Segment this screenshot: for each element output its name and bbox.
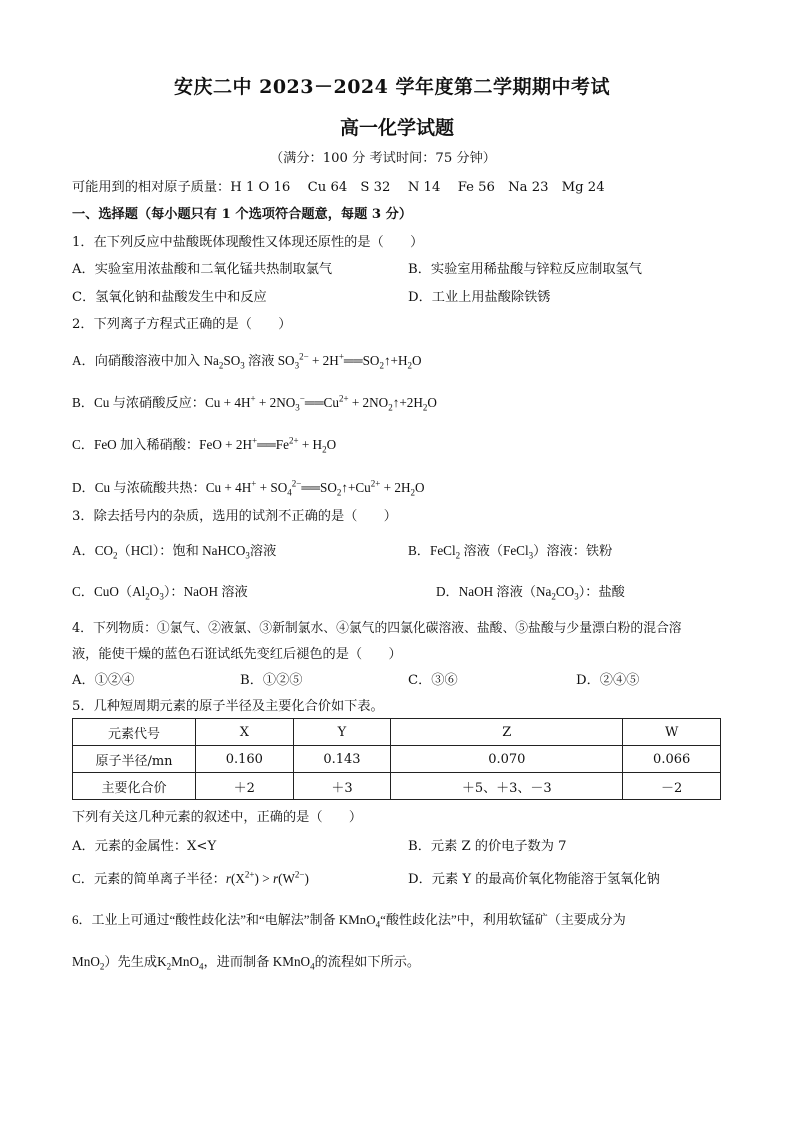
table-header-cell: Y	[293, 719, 391, 746]
q2-option-c-label: C．FeO 加入稀硝酸：	[72, 437, 200, 452]
atomic-masses: 可能用到的相对原子质量：H 1 O 16 Cu 64 S 32 N 14 Fe 56 Na 23 Mg 24	[72, 180, 605, 195]
q1-stem: 1．在下列反应中盐酸既体现酸性又体现还原性的是（ ）	[72, 235, 424, 250]
table-cell: ＋5、＋3、－3	[391, 773, 623, 800]
q4-line1: 4．下列物质：①氯气、②液氯、③新制氯水、④氯气的四氯化碳溶液、盐酸、⑤盐酸与少量漂白粉的混合溶	[72, 621, 682, 636]
q3-option-b-tail: 溶液：铁粉	[546, 543, 613, 558]
q6-line1-b: “酸性歧化法”中，利用软锰矿（主要成分为	[380, 912, 626, 927]
q6-line2-e: 的流程如下所示。	[314, 954, 421, 969]
q5-option-c-label: C．元素的简单离子半径：	[72, 871, 226, 886]
q6-line2-a: MnO	[72, 954, 100, 969]
table-cell: ＋3	[293, 773, 391, 800]
table-cell: 原子半径/mn	[73, 746, 196, 773]
q6-line1-a: 6．工业上可通过“酸性歧化法”和“电解法”制备 KMnO	[72, 912, 376, 927]
table-row	[73, 746, 721, 773]
q6-line2: MnO$_2$）先生成$K_2MnO_4$，进而制备 KMnO$_4$的流程如下所示。	[72, 954, 421, 972]
q6-line2-c: MnO	[171, 954, 199, 969]
table-cell: ＋2	[196, 773, 294, 800]
table-header-cell: W	[623, 719, 721, 746]
table-header-cell: X	[196, 719, 294, 746]
q5-stem: 5．几种短周期元素的原子半径及主要化合价如下表。	[72, 699, 384, 714]
table-cell: 0.070	[391, 746, 623, 773]
element-table	[72, 718, 721, 800]
q6-line2-b: ）先生成K	[104, 954, 167, 969]
q1-option-b: B．实验室用稀盐酸与锌粒反应制取氢气	[408, 262, 642, 277]
q3-option-d: D．NaOH 溶液$(Na_2CO_3)$：盐酸	[436, 584, 625, 602]
q2-option-a: A．向硝酸溶液中加入 $Na_2SO_3$ 溶液 $SO_3^{2-}$ + $2H^+══SO_2↑+H_2O$	[72, 351, 422, 371]
q4-line2: 液，能使干燥的蓝色石诳试纸先变红后褪色的是（ ）	[72, 647, 402, 662]
q5-option-d: D．元素 Y 的最高价氧化物能溶于氢氧化钠	[408, 872, 660, 887]
q5-option-b: B．元素 Z 的价电子数为 7	[408, 839, 567, 854]
q2-option-c: C．FeO 加入稀硝酸：FeO + $2H^+══Fe^{2+} + H_2O$	[72, 435, 337, 455]
exam-info: （满分：100 分 考试时间：75 分钟）	[270, 151, 496, 166]
q5-option-c: C．元素的简单离子半径：$r(X^{2+}) > r(W^{2-})$	[72, 869, 309, 886]
q2-option-b: B．Cu 与浓硝酸反应：$Cu + 4H^+ + 2NO_3^-══Cu^{2+}$ + $2NO_2↑+2H_2O$	[72, 393, 437, 413]
q3-option-b: B．FeCl$_2$ 溶液（FeCl$_3$）溶液：铁粉	[408, 543, 613, 561]
q1-option-c: C．氢氧化钠和盐酸发生中和反应	[72, 290, 267, 305]
table-cell: －2	[623, 773, 721, 800]
q1-option-a: A．实验室用浓盐酸和二氧化锰共热制取氯气	[72, 262, 333, 277]
q5-option-a: A．元素的金属性：X<Y	[72, 839, 217, 854]
q3-option-a: A．$CO_2(HCl)$：饱和 NaHCO$_3$溶液	[72, 543, 277, 561]
table-header-cell: Z	[391, 719, 623, 746]
q2-option-d-label: D．Cu 与浓硫酸共热：	[72, 480, 206, 495]
table-cell: 主要化合价	[73, 773, 196, 800]
q4-option-a: A．①②④	[72, 673, 135, 688]
q4-option-b: B．①②⑤	[240, 673, 303, 688]
table-cell: 0.143	[293, 746, 391, 773]
q6-line2-d: ，进而制备 KMnO	[203, 954, 311, 969]
q3-option-a-tail: ：饱和 NaHCO	[159, 543, 246, 558]
q3-option-c: C．$CuO(Al_2O_3)$：NaOH 溶液	[72, 584, 248, 602]
q4-option-c: C．③⑥	[408, 673, 458, 688]
q3-stem: 3．除去括号内的杂质，选用的试剂不正确的是（ ）	[72, 509, 397, 524]
q5-question: 下列有关这几种元素的叙述中，正确的是（ ）	[72, 810, 363, 825]
q2-stem: 2．下列离子方程式正确的是（ ）	[72, 317, 292, 332]
q6-line1: 6．工业上可通过“酸性歧化法”和“电解法”制备 KMnO$_4$“酸性歧化法”中，利用软锰矿（主要成分为	[72, 912, 626, 930]
section-heading: 一、选择题（每小题只有 1 个选项符合题意，每题 3 分）	[72, 207, 413, 222]
q4-option-d: D．②④⑤	[576, 673, 640, 688]
q2-option-a-label: A．向硝酸溶液中加入 Na	[72, 353, 219, 368]
table-header-cell: 元素代号	[73, 719, 196, 746]
table-header-row	[73, 719, 721, 746]
q3-option-c-tail: ：NaOH 溶液	[170, 584, 248, 599]
q2-option-b-label: B．Cu 与浓硝酸反应：	[72, 395, 205, 410]
q2-option-d: D．Cu 与浓硫酸共热：$Cu + 4H^+ + SO_4^{2-}══SO_2↑+Cu^{2+} + 2H_2O$	[72, 478, 425, 498]
q1-option-d: D．工业上用盐酸除铁锈	[408, 290, 551, 305]
q3-option-a-end: 溶液	[249, 543, 277, 558]
table-cell: 0.160	[196, 746, 294, 773]
table-row	[73, 773, 721, 800]
q3-option-d-tail: ：盐酸	[585, 584, 625, 599]
exam-title: 安庆二中 2023－2024 学年度第二学期期中考试	[174, 76, 610, 98]
exam-subtitle: 高一化学试题	[340, 117, 455, 139]
table-cell: 0.066	[623, 746, 721, 773]
